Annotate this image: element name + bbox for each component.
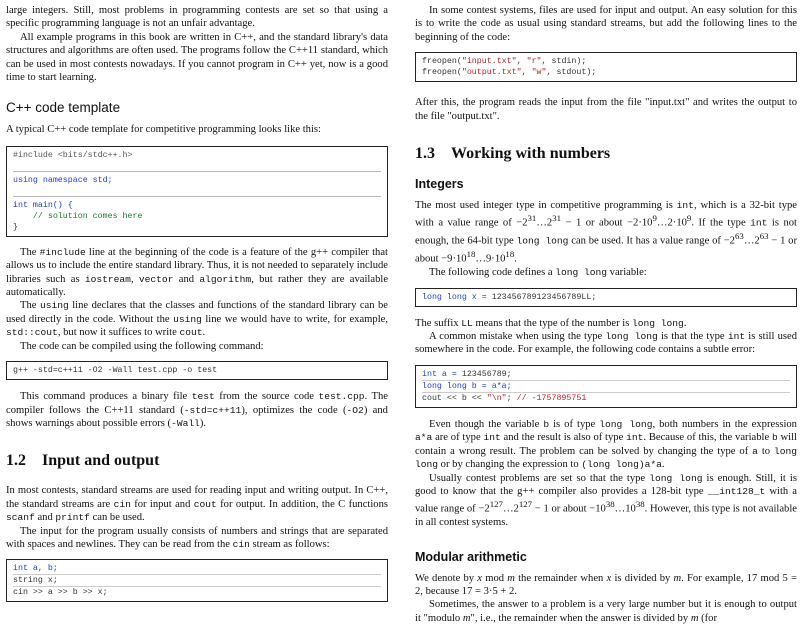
code-line: int main() {	[13, 196, 381, 211]
paragraph-binary: This command produces a binary file test from the source code test.cpp. The compiler follows the C++11 standard (-std=c++11), optimizes the code (-O2) and shows warnings about possible errors (-Wall).	[6, 391, 388, 429]
paragraph-sometimes: Sometimes, the answer to a problem is a very large number but it is enough to output it "modulo m", i.e., the remainder when the answer is divided by m (for	[415, 599, 797, 624]
code-line: }	[13, 222, 18, 232]
code-block-io	[6, 559, 388, 602]
paragraph-cpp-examples: All example programs in this book are written in C++, and the standard library's data structures and algorithms are often used. The programs follow the C++11 standard, which can be used in most contests nowadays. If you cannot program in C++ yet, now is a good time to start learning.	[6, 31, 388, 84]
code-line: #include <bits/stdc++.h>	[13, 150, 133, 160]
paragraph-languages: large integers. Still, most problems in programming contests are set so that using a specific programming language is not an unfair advantage.	[6, 5, 388, 30]
code-line: long long x = 123456789123456789LL;	[422, 292, 597, 302]
code-line: cout << b << "\n"; // -1757895751	[422, 392, 790, 404]
code-block-template	[6, 146, 388, 237]
subsection-heading-integers: Integers	[415, 177, 464, 192]
paragraph-even-though: Even though the variable b is of type long long, both numbers in the expression a*a are of type int and the result is also of type int. Because of this, the variable b will contain a wrong result. The problem can be solved by changing the type of a to long long or by changing the expression to (long long)a*a.	[415, 418, 797, 471]
paragraph-using: The using line declares that the classes and functions of the standard library can be used directly in the code. Without the using line we would have to write, for example, std::cout, but now it suffices to write cout.	[6, 300, 389, 339]
code-block-error	[415, 365, 797, 408]
section-heading-numbers: 1.3 Working with numbers	[415, 145, 611, 163]
left-column	[6, 0, 388, 602]
subsection-heading-modular: Modular arithmetic	[415, 549, 527, 564]
section-heading-input-output: 1.2 Input and output	[6, 452, 160, 470]
code-line: string x;	[13, 574, 381, 586]
code-line: int a, b;	[13, 564, 58, 574]
right-column	[415, 0, 797, 625]
code-line: int a = 123456789;	[422, 369, 512, 379]
paragraph-files: In some contest systems, files are used for input and output. An easy solution for this is to write the code as usual using standard streams, but add the following lines to the beginning of the code:	[415, 5, 797, 43]
paragraph-mod-definition: We denote by x mod m the remainder when x is divided by m. For example, 17 mod 5 = 2, because 17 = 3·5 + 2.	[415, 572, 797, 598]
paragraph-template-intro: A typical C++ code template for competitive programming looks like this:	[6, 124, 321, 136]
paragraph-suffix: The suffix LL means that the type of the number is long long.	[415, 317, 687, 329]
code-line: long long b = a*a;	[422, 380, 790, 392]
code-block-compile	[6, 361, 388, 380]
subsection-heading-template: C++ code template	[6, 100, 121, 116]
code-line: freopen("input.txt", "r", stdin);	[422, 57, 587, 67]
paragraph-streams: In most contests, standard streams are used for reading input and writing output. In C++, the standard streams are cin for input and cout for output. In addition, the C functions scanf and printf can be used.	[6, 485, 388, 524]
paragraph-compile: The code can be compiled using the following command:	[20, 340, 264, 352]
compile-command: g++ -std=c++11 -O2 -Wall test.cpp -o test	[13, 366, 218, 376]
paragraph-common-mistake: A common mistake when using the type long long is that the type int is still used somewhere in the code. For example, the following code contains a subtle error:	[415, 331, 798, 356]
code-line: using namespace std;	[13, 171, 381, 186]
paragraph-define-ll: The following code defines a long long variable:	[429, 267, 647, 279]
code-block-long-long	[415, 288, 797, 307]
paragraph-int-types: The most used integer type in competitive programming is int, which is a 32-bit type with a value range of $-2^{31}\dots 2^{31} - 1$ or about $-2\cdot 10^9\dots 2\cdot 10^9$. If the type int is not enough, the 64-bit type long long can be used. It has a value range of $-2^{63}\dots 2^{63} - 1$ or about $-9\cdot 10^{18}\dots 9\cdot 10^{18}$.	[415, 200, 797, 265]
paragraph-include: The #include line at the beginning of the code is a feature of the g++ compiler that allows us to include the entire standard library. Thus, it is not needed to separately include libraries such as iostream, vector and algorithm, but rather they are available automatically.	[6, 246, 389, 299]
code-line: freopen("output.txt", "w", stdout);	[422, 68, 597, 78]
code-block-freopen	[415, 52, 797, 82]
code-line: cin >> a >> b >> x;	[13, 586, 381, 598]
paragraph-int128: Usually contest problems are set so that the type long long is enough. Still, it is good to know that the g++ compiler also provides a 128-bit type __int128_t with a value range of $-2^{127}\dots 2^{127} - 1$ or about $-10^{38}\dots 10^{38}$. However, this type is not available in all contest systems.	[415, 472, 797, 529]
paragraph-input-format: The input for the program usually consists of numbers and strings that are separated with spaces and newlines. They can be read from the cin stream as follows:	[6, 525, 388, 550]
paragraph-after-freopen: After this, the program reads the input from the file "input.txt" and writes the output to the file "output.txt".	[415, 97, 797, 122]
code-comment: // solution comes here	[13, 211, 143, 221]
